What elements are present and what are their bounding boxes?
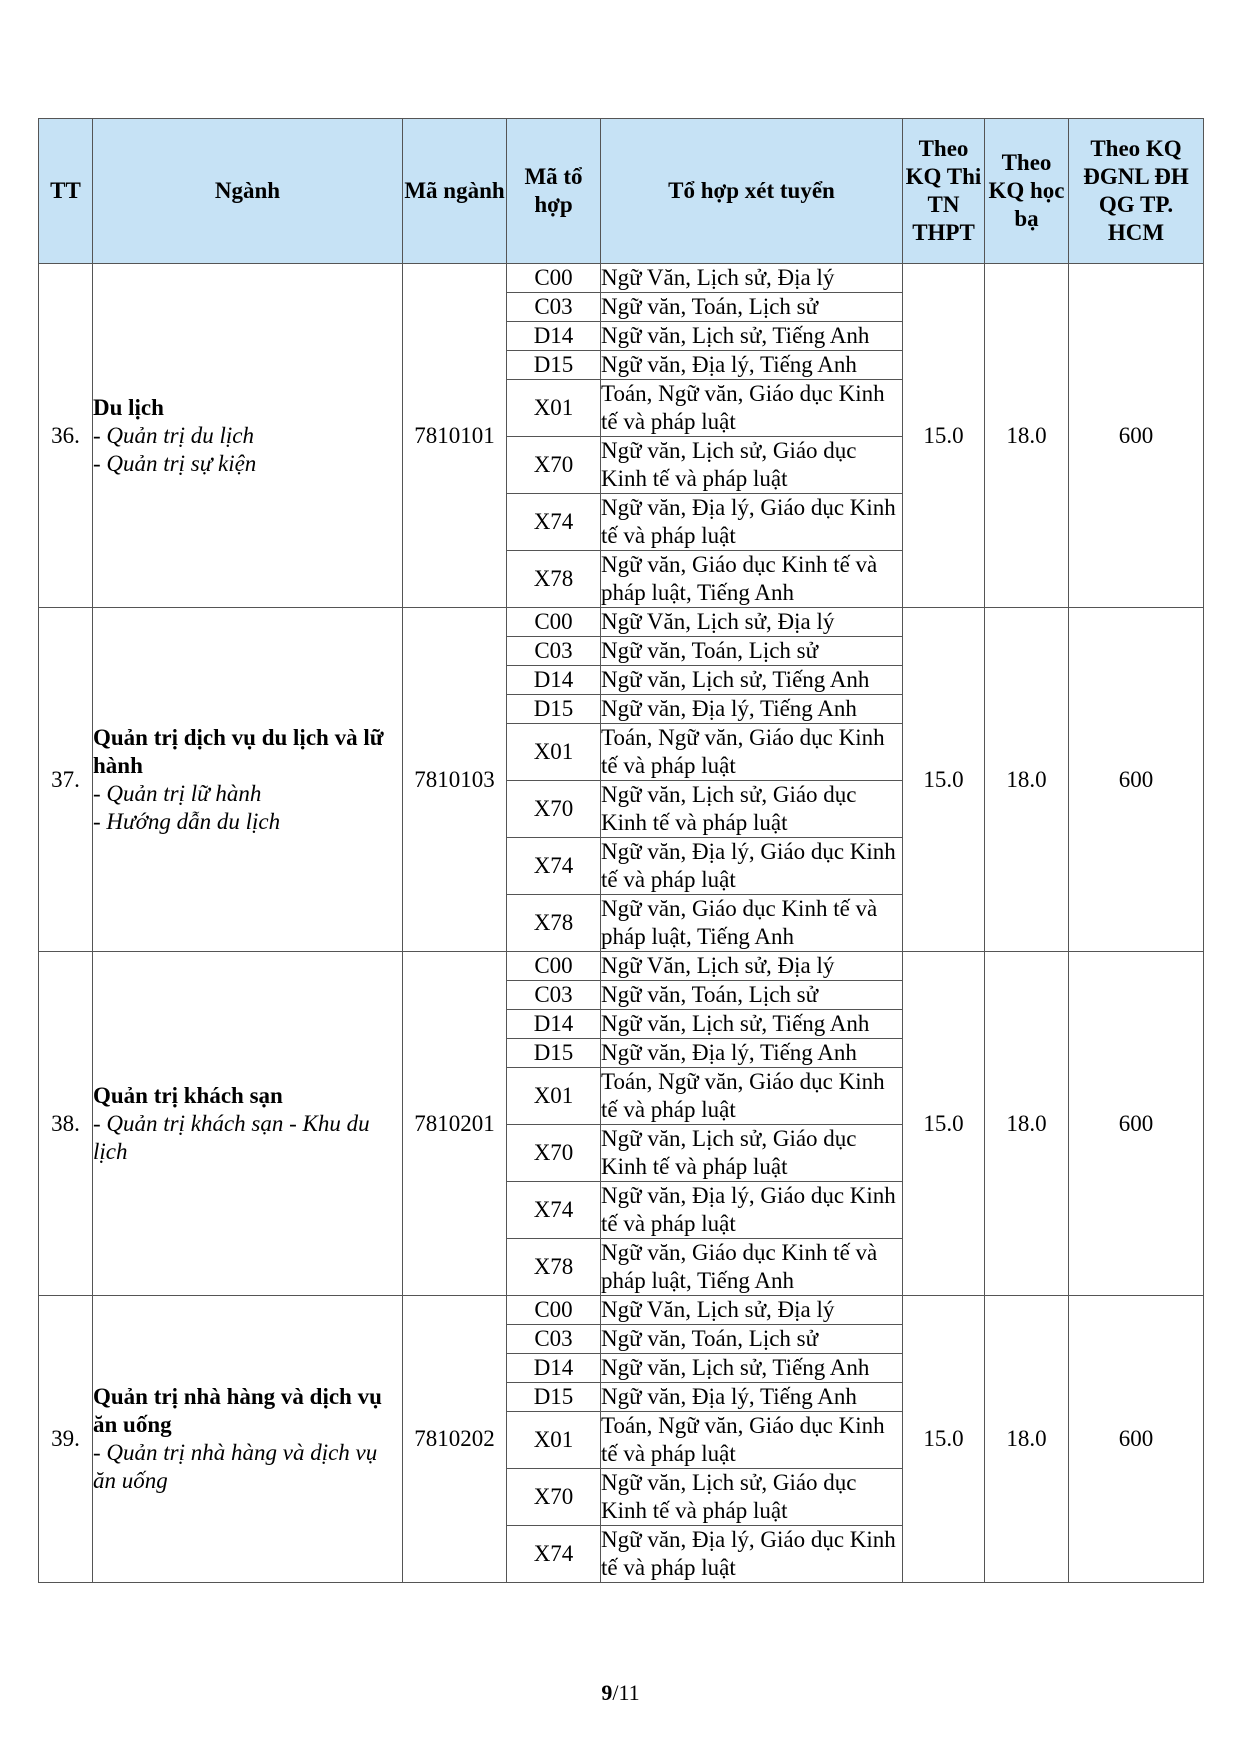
combo-subjects: Ngữ văn, Địa lý, Tiếng Anh — [601, 351, 903, 380]
combo-code: X70 — [507, 1469, 601, 1526]
combo-code: X74 — [507, 838, 601, 895]
major-cell — [93, 608, 403, 952]
combo-subjects: Toán, Ngữ văn, Giáo dục Kinh tế và pháp luật — [601, 1068, 903, 1125]
combo-subjects: Ngữ văn, Lịch sử, Tiếng Anh — [601, 1354, 903, 1383]
combo-code: X78 — [507, 551, 601, 608]
major-code: 7810101 — [403, 264, 507, 608]
combo-subjects: Toán, Ngữ văn, Giáo dục Kinh tế và pháp luật — [601, 1412, 903, 1469]
combo-code: C03 — [507, 981, 601, 1010]
row-index: 36. — [39, 264, 93, 608]
combo-code: X70 — [507, 437, 601, 494]
combo-code: D14 — [507, 322, 601, 351]
table-row — [39, 1296, 1204, 1325]
major-cell — [93, 952, 403, 1296]
combo-code: C03 — [507, 293, 601, 322]
table-row — [39, 952, 1204, 981]
combo-subjects: Ngữ văn, Lịch sử, Giáo dục Kinh tế và pháp luật — [601, 437, 903, 494]
major-name: Du lịch — [93, 394, 164, 420]
major-specialization: - Quản trị khách sạn - Khu du lịch — [93, 1110, 370, 1164]
major-cell — [93, 264, 403, 608]
combo-subjects: Ngữ văn, Địa lý, Tiếng Anh — [601, 1383, 903, 1412]
header-thpt: Theo KQ Thi TN THPT — [903, 119, 985, 264]
combo-code: D14 — [507, 1354, 601, 1383]
combo-subjects: Ngữ văn, Giáo dục Kinh tế và pháp luật, Tiếng Anh — [601, 1239, 903, 1296]
header-tt: TT — [39, 119, 93, 264]
header-ma-nganh: Mã ngành — [403, 119, 507, 264]
combo-code: X78 — [507, 895, 601, 952]
table-body — [39, 264, 1204, 1583]
combo-subjects: Ngữ văn, Địa lý, Giáo dục Kinh tế và pháp luật — [601, 1526, 903, 1583]
combo-code: D14 — [507, 666, 601, 695]
combo-subjects: Ngữ văn, Địa lý, Giáo dục Kinh tế và pháp luật — [601, 838, 903, 895]
combo-code: X74 — [507, 1182, 601, 1239]
major-specialization: - Hướng dẫn du lịch — [93, 808, 281, 834]
header-ma-to-hop: Mã tổ hợp — [507, 119, 601, 264]
score-hoc-ba: 18.0 — [985, 952, 1069, 1296]
major-specialization: - Quản trị du lịch — [93, 422, 254, 448]
major-name: Quản trị khách sạn — [93, 1082, 283, 1108]
combo-code: X70 — [507, 781, 601, 838]
combo-code: D14 — [507, 1010, 601, 1039]
combo-code: C00 — [507, 264, 601, 293]
combo-code: D15 — [507, 695, 601, 724]
table-row — [39, 608, 1204, 637]
major-code: 7810201 — [403, 952, 507, 1296]
header-nganh: Ngành — [93, 119, 403, 264]
combo-subjects: Ngữ văn, Địa lý, Tiếng Anh — [601, 695, 903, 724]
combo-subjects: Ngữ văn, Toán, Lịch sử — [601, 1325, 903, 1354]
combo-subjects: Ngữ văn, Toán, Lịch sử — [601, 293, 903, 322]
admission-table — [38, 118, 1204, 1583]
combo-subjects: Ngữ văn, Lịch sử, Tiếng Anh — [601, 322, 903, 351]
combo-subjects: Ngữ văn, Toán, Lịch sử — [601, 637, 903, 666]
combo-subjects: Ngữ văn, Địa lý, Giáo dục Kinh tế và pháp luật — [601, 1182, 903, 1239]
major-name: Quản trị dịch vụ du lịch và lữ hành — [93, 724, 384, 778]
combo-code: X01 — [507, 1412, 601, 1469]
row-index: 38. — [39, 952, 93, 1296]
combo-code: X74 — [507, 494, 601, 551]
page-number — [0, 1680, 1241, 1706]
combo-code: X78 — [507, 1239, 601, 1296]
major-code: 7810202 — [403, 1296, 507, 1583]
combo-code: C03 — [507, 637, 601, 666]
combo-subjects: Ngữ văn, Lịch sử, Giáo dục Kinh tế và pháp luật — [601, 1469, 903, 1526]
combo-subjects: Ngữ Văn, Lịch sử, Địa lý — [601, 1296, 903, 1325]
combo-subjects: Ngữ Văn, Lịch sử, Địa lý — [601, 952, 903, 981]
combo-subjects: Ngữ văn, Địa lý, Giáo dục Kinh tế và pháp luật — [601, 494, 903, 551]
combo-code: C00 — [507, 952, 601, 981]
combo-subjects: Ngữ văn, Toán, Lịch sử — [601, 981, 903, 1010]
table-row — [39, 264, 1204, 293]
score-thpt: 15.0 — [903, 1296, 985, 1583]
header-to-hop: Tổ hợp xét tuyển — [601, 119, 903, 264]
major-specialization: - Quản trị lữ hành — [93, 780, 262, 806]
combo-subjects: Ngữ Văn, Lịch sử, Địa lý — [601, 608, 903, 637]
combo-code: X74 — [507, 1526, 601, 1583]
major-code: 7810103 — [403, 608, 507, 952]
combo-subjects: Ngữ văn, Lịch sử, Giáo dục Kinh tế và pháp luật — [601, 1125, 903, 1182]
major-specialization: - Quản trị nhà hàng và dịch vụ ăn uống — [93, 1440, 378, 1493]
score-dgnl: 600 — [1069, 264, 1204, 608]
score-hoc-ba: 18.0 — [985, 1296, 1069, 1583]
score-dgnl: 600 — [1069, 952, 1204, 1296]
major-name: Quản trị nhà hàng và dịch vụ ăn uống — [93, 1384, 382, 1437]
header-hoc-ba: Theo KQ học bạ — [985, 119, 1069, 264]
score-dgnl: 600 — [1069, 1296, 1204, 1583]
score-thpt: 15.0 — [903, 264, 985, 608]
score-thpt: 15.0 — [903, 608, 985, 952]
combo-subjects: Ngữ văn, Lịch sử, Giáo dục Kinh tế và pháp luật — [601, 781, 903, 838]
header-dgnl: Theo KQ ĐGNL ĐH QG TP. HCM — [1069, 119, 1204, 264]
row-index: 39. — [39, 1296, 93, 1583]
combo-subjects: Toán, Ngữ văn, Giáo dục Kinh tế và pháp luật — [601, 380, 903, 437]
combo-code: D15 — [507, 1039, 601, 1068]
score-hoc-ba: 18.0 — [985, 264, 1069, 608]
score-dgnl: 600 — [1069, 608, 1204, 952]
combo-code: X01 — [507, 724, 601, 781]
combo-code: C00 — [507, 1296, 601, 1325]
combo-subjects: Ngữ văn, Giáo dục Kinh tế và pháp luật, Tiếng Anh — [601, 895, 903, 952]
combo-subjects: Ngữ Văn, Lịch sử, Địa lý — [601, 264, 903, 293]
combo-code: X01 — [507, 1068, 601, 1125]
combo-subjects: Toán, Ngữ văn, Giáo dục Kinh tế và pháp luật — [601, 724, 903, 781]
combo-subjects: Ngữ văn, Lịch sử, Tiếng Anh — [601, 1010, 903, 1039]
combo-code: D15 — [507, 351, 601, 380]
combo-subjects: Ngữ văn, Địa lý, Tiếng Anh — [601, 1039, 903, 1068]
row-index: 37. — [39, 608, 93, 952]
table-header-row — [39, 119, 1204, 264]
combo-subjects: Ngữ văn, Lịch sử, Tiếng Anh — [601, 666, 903, 695]
score-thpt: 15.0 — [903, 952, 985, 1296]
major-cell — [93, 1296, 403, 1583]
major-specialization: - Quản trị sự kiện — [93, 450, 257, 476]
page-total: /11 — [612, 1680, 640, 1705]
combo-code: C00 — [507, 608, 601, 637]
combo-subjects: Ngữ văn, Giáo dục Kinh tế và pháp luật, Tiếng Anh — [601, 551, 903, 608]
combo-code: X01 — [507, 380, 601, 437]
combo-code: X70 — [507, 1125, 601, 1182]
page-current: 9 — [601, 1680, 613, 1705]
score-hoc-ba: 18.0 — [985, 608, 1069, 952]
combo-code: C03 — [507, 1325, 601, 1354]
combo-code: D15 — [507, 1383, 601, 1412]
